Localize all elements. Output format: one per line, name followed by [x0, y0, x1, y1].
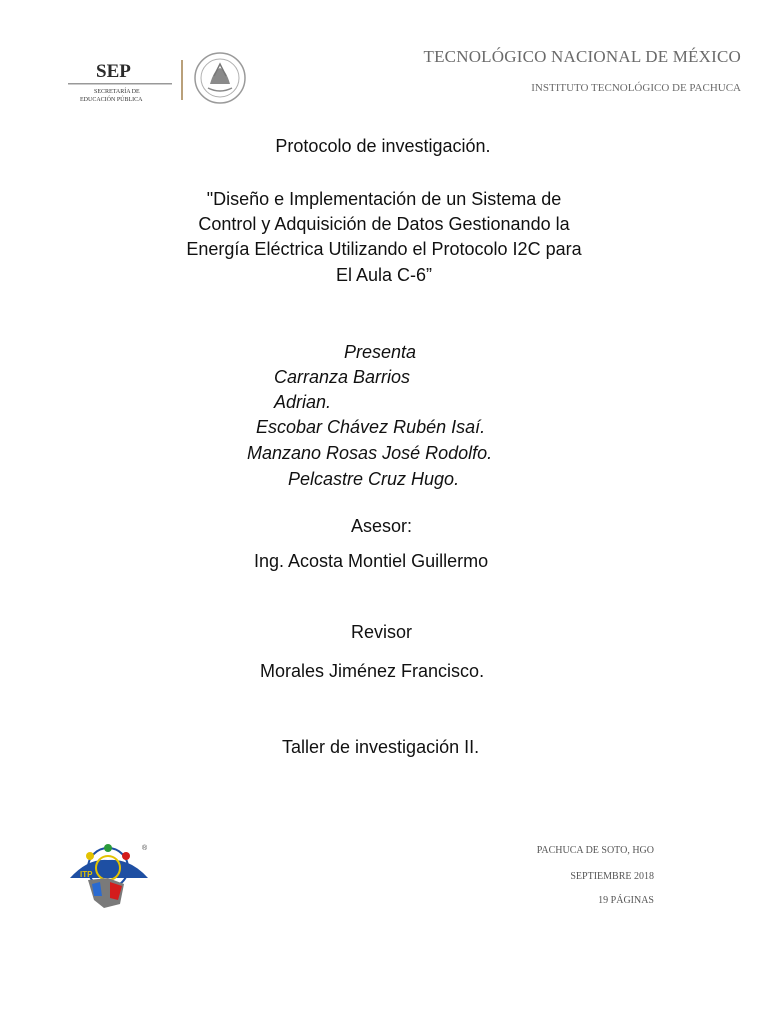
footer-pages: 19 PÁGINAS	[598, 895, 654, 906]
project-title-line-3: Energía Eléctrica Utilizando el Protocolo I2C para	[186, 239, 582, 259]
institution-name: TECNOLÓGICO NACIONAL DE MÉXICO	[423, 47, 741, 66]
project-title-line-2: Control y Adquisición de Datos Gestionando la	[198, 214, 570, 234]
presenta-label: Presenta	[344, 342, 417, 362]
footer-location: PACHUCA DE SOTO, HGO	[536, 845, 654, 856]
itp-logo-text: ITP	[80, 870, 93, 879]
sep-logo-sub1: SECRETARÍA DE	[94, 89, 140, 95]
project-title-line-1: "Diseño e Implementación de un Sistema de	[206, 189, 562, 209]
sep-logo	[66, 55, 174, 105]
author-name: Manzano Rosas José Rodolfo.	[247, 443, 493, 463]
sep-logo-sub2: EDUCACIÓN PÚBLICA	[80, 97, 143, 103]
asesor-name: Ing. Acosta Montiel Guillermo	[254, 551, 489, 571]
footer-date: SEPTIEMBRE 2018	[570, 871, 654, 882]
author-name: Pelcastre Cruz Hugo.	[288, 469, 460, 489]
registered-mark: ®	[142, 845, 148, 852]
header-divider	[181, 60, 183, 100]
author-name: Carranza Barrios	[274, 367, 411, 387]
project-title-line-4: El Aula C-6”	[335, 265, 433, 285]
revisor-label: Revisor	[351, 622, 413, 642]
itp-logo	[64, 840, 154, 912]
asesor-label: Asesor:	[351, 516, 413, 536]
author-name: Escobar Chávez Rubén Isaí.	[256, 417, 486, 437]
revisor-name: Morales Jiménez Francisco.	[260, 661, 485, 681]
author-name: Adrian.	[274, 392, 332, 412]
course-name: Taller de investigación II.	[282, 737, 480, 757]
document-type: Protocolo de investigación.	[275, 136, 491, 156]
sep-logo-text: SEP	[96, 61, 131, 82]
campus-name: INSTITUTO TECNOLÓGICO DE PACHUCA	[531, 82, 741, 94]
mexico-seal-icon	[192, 50, 248, 106]
